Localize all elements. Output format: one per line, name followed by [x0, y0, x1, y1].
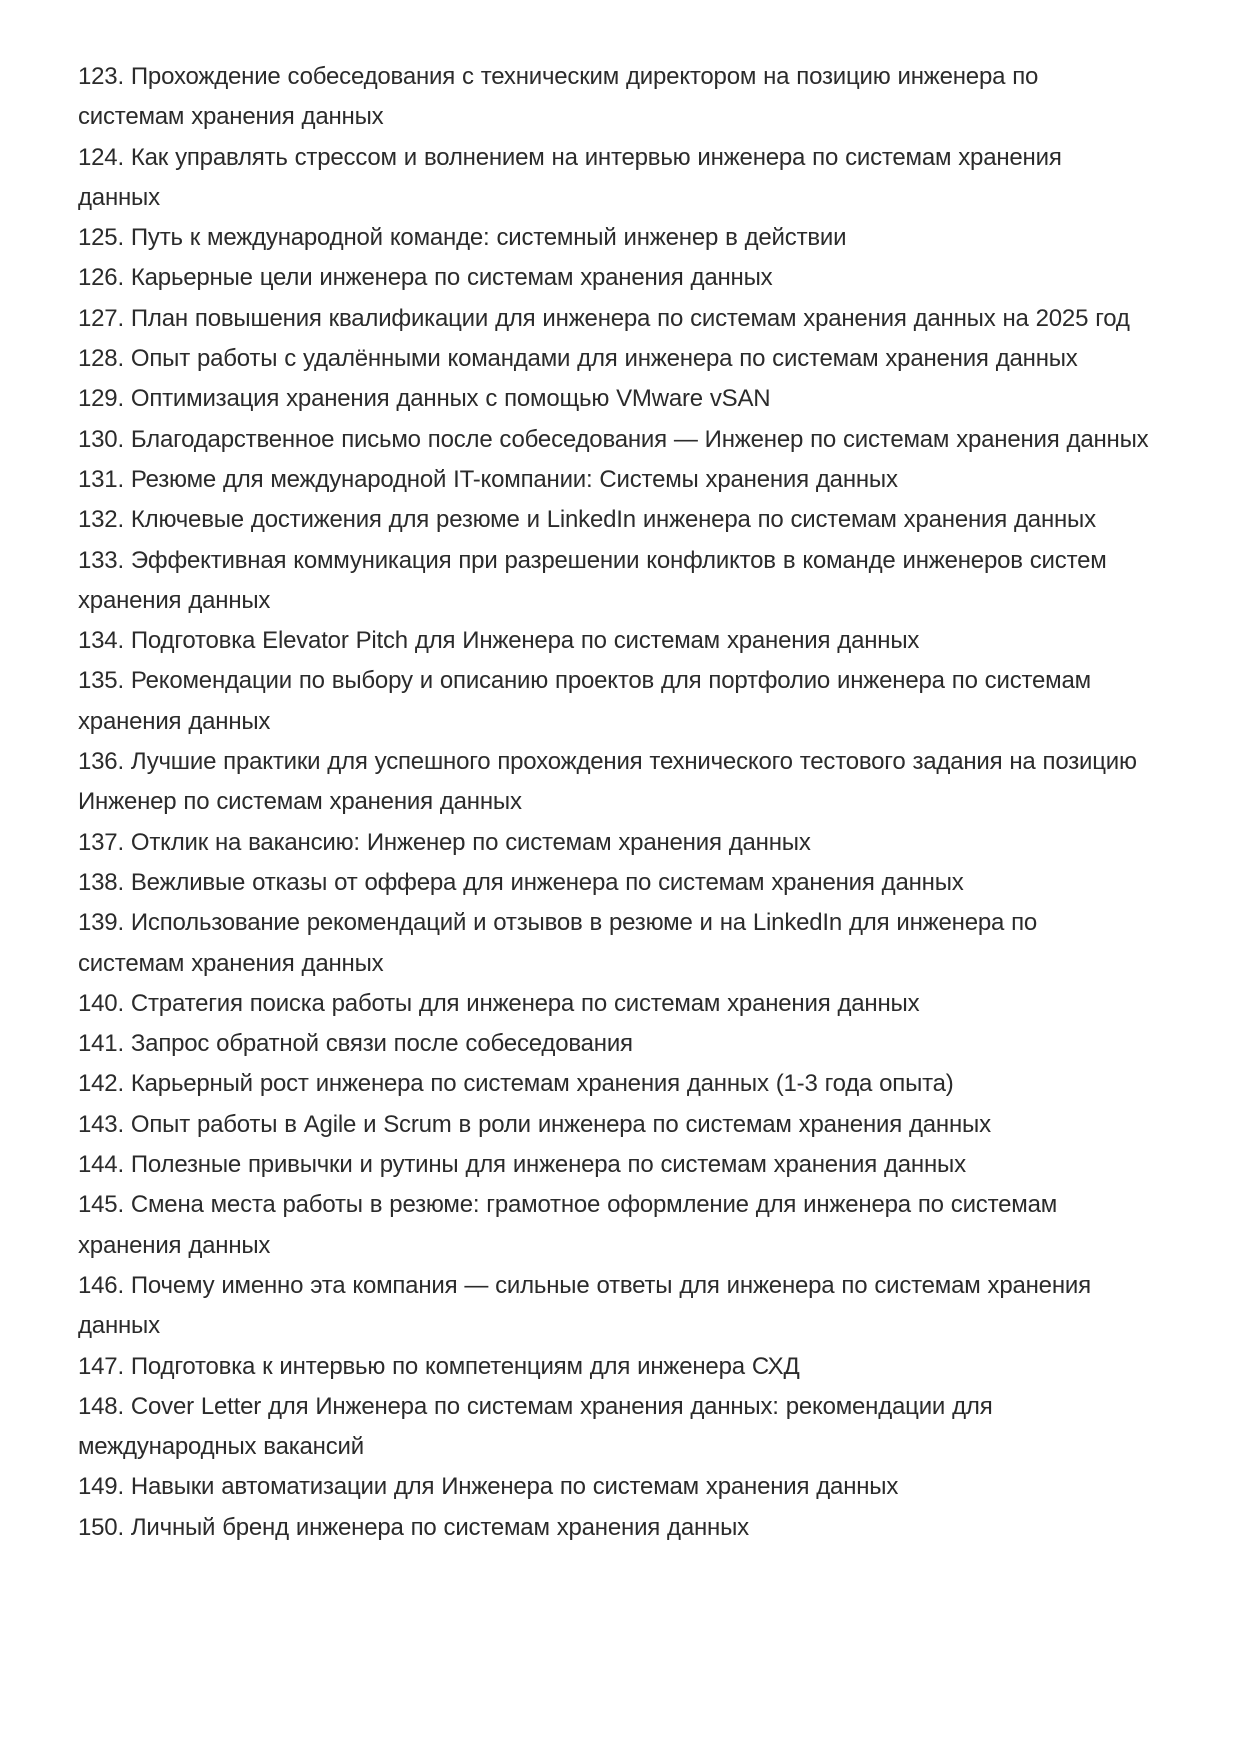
- list-item: 129. Оптимизация хранения данных с помощью VMware vSAN: [78, 385, 771, 413]
- list-item: 142. Карьерный рост инженера по системам хранения данных (1-3 года опыта): [78, 1070, 954, 1098]
- list-item: 130. Благодарственное письмо после собеседования — Инженер по системам хранения данных: [78, 425, 1149, 453]
- list-item: 134. Подготовка Elevator Pitch для Инженера по системам хранения данных: [78, 627, 920, 655]
- list-item: 127. План повышения квалификации для инженера по системам хранения данных на 2025 год: [78, 304, 1130, 332]
- list-item: 148. Cover Letter для Инженера по системам хранения данных: рекомендации для международных вакансий: [78, 1392, 993, 1461]
- list-item: 147. Подготовка к интервью по компетенциям для инженера СХД: [78, 1352, 800, 1380]
- list-item: 143. Опыт работы в Agile и Scrum в роли инженера по системам хранения данных: [78, 1110, 991, 1138]
- list-item: 150. Личный бренд инженера по системам хранения данных: [78, 1513, 749, 1541]
- list-item: 140. Стратегия поиска работы для инженера по системам хранения данных: [78, 989, 920, 1017]
- list-item: 126. Карьерные цели инженера по системам хранения данных: [78, 264, 773, 292]
- list-item: 132. Ключевые достижения для резюме и LinkedIn инженера по системам хранения данных: [78, 506, 1096, 534]
- list-item: 133. Эффективная коммуникация при разрешении конфликтов в команде инженеров систем хранения данных: [78, 546, 1107, 614]
- list-item: 135. Рекомендации по выбору и описанию проектов для портфолио инженера по системам хранения данных: [78, 667, 1091, 735]
- list-item: 136. Лучшие практики для успешного прохождения технического тестового задания на позицию Инженер по системам хранения данных: [78, 748, 1137, 816]
- list-item: 131. Резюме для международной IT-компании: Системы хранения данных: [78, 465, 898, 493]
- list-item: 139. Использование рекомендаций и отзывов в резюме и на LinkedIn для инженера по системам хранения данных: [78, 909, 1038, 977]
- list-item: 124. Как управлять стрессом и волнением на интервью инженера по системам хранения данных: [78, 143, 1062, 211]
- list-item: 144. Полезные привычки и рутины для инженера по системам хранения данных: [78, 1151, 966, 1179]
- list-item: 146. Почему именно эта компания — сильные ответы для инженера по системам хранения данных: [78, 1271, 1091, 1340]
- list-item: 128. Опыт работы с удалёнными командами для инженера по системам хранения данных: [78, 345, 1078, 373]
- list-item: 141. Запрос обратной связи после собеседования: [78, 1030, 633, 1058]
- list-item: 137. Отклик на вакансию: Инженер по системам хранения данных: [78, 828, 811, 856]
- list-item: 123. Прохождение собеседования с техническим директором на позицию инженера по системам хранения данных: [78, 63, 1039, 131]
- list-item: 138. Вежливые отказы от оффера для инженера по системам хранения данных: [78, 868, 964, 896]
- list-item: 149. Навыки автоматизации для Инженера по системам хранения данных: [78, 1473, 899, 1501]
- list-item: 145. Смена места работы в резюме: грамотное оформление для инженера по системам хранения данных: [78, 1191, 1058, 1259]
- list-item: 125. Путь к международной команде: системный инженер в действии: [78, 224, 847, 252]
